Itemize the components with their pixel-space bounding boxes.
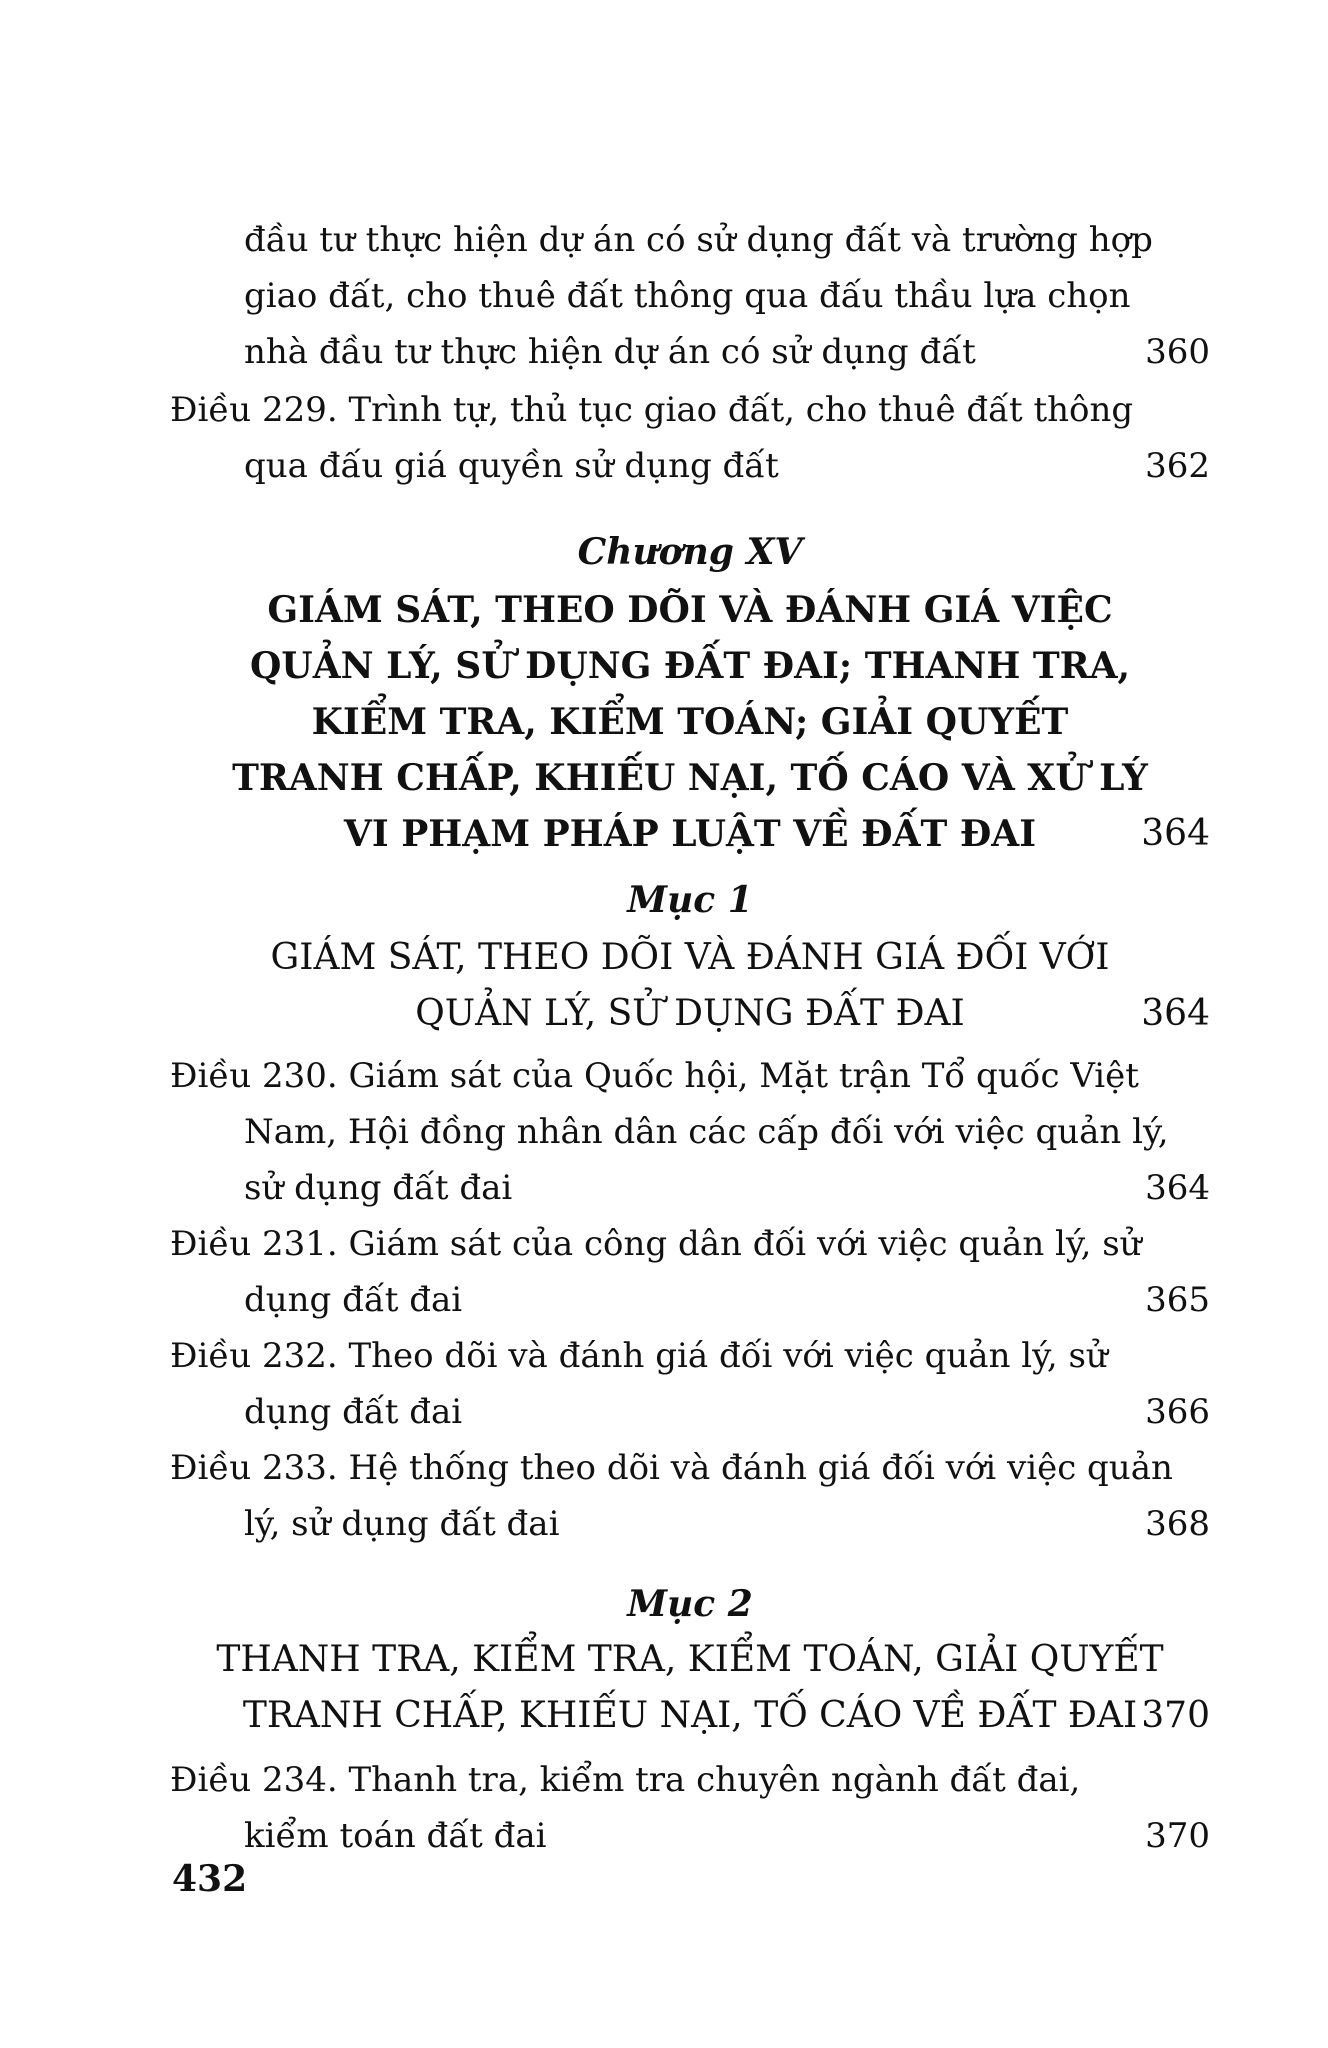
- toc-page-number: 368: [1145, 1504, 1210, 1544]
- toc-page-number: 360: [1145, 332, 1210, 372]
- section-label: Mục 2: [627, 1583, 753, 1625]
- toc-text: Điều 233. Hệ thống theo dõi và đánh giá đối với việc quản: [170, 1448, 1173, 1488]
- toc-line: [170, 1104, 1210, 1160]
- toc-text: Điều 231. Giám sát của công dân đối với việc quản lý, sử: [170, 1224, 1142, 1264]
- toc-text: nhà đầu tư thực hiện dự án có sử dụng đất: [244, 332, 976, 372]
- toc-line: [170, 1160, 1210, 1216]
- section-title-line: GIÁM SÁT, THEO DÕI VÀ ĐÁNH GIÁ ĐỐI VỚI: [270, 937, 1110, 978]
- toc-page-number: 364: [1141, 993, 1210, 1034]
- toc-line: [170, 268, 1210, 324]
- toc-line: [170, 212, 1210, 268]
- toc-text: Điều 234. Thanh tra, kiểm tra chuyên ngành đất đai,: [170, 1760, 1081, 1800]
- toc-line: [170, 1808, 1210, 1864]
- chapter-title-line: TRANH CHẤP, KHIẾU NẠI, TỐ CÁO VÀ XỬ LÝ: [232, 757, 1148, 799]
- section-title-line: TRANH CHẤP, KHIẾU NẠI, TỐ CÁO VỀ ĐẤT ĐAI 370: [170, 1688, 1210, 1744]
- toc-line: [170, 1440, 1210, 1496]
- toc-line: [170, 1272, 1210, 1328]
- toc-text: Điều 232. Theo dõi và đánh giá đối với việc quản lý, sử: [170, 1336, 1108, 1376]
- toc-line: [170, 438, 1210, 494]
- toc-line: [170, 324, 1210, 380]
- toc-text: lý, sử dụng đất đai: [244, 1504, 560, 1544]
- toc-page-number: 364: [1141, 813, 1210, 854]
- toc-page-number: 362: [1145, 446, 1210, 486]
- chapter-title-line: VI PHẠM PHÁP LUẬT VỀ ĐẤT ĐAI 364: [170, 806, 1210, 862]
- toc-text: kiểm toán đất đai: [244, 1816, 547, 1856]
- chapter-title-line: QUẢN LÝ, SỬ DỤNG ĐẤT ĐAI; THANH TRA,: [249, 645, 1131, 687]
- section-label: Mục 1: [627, 879, 753, 921]
- toc-text: Điều 230. Giám sát của Quốc hội, Mặt trận Tổ quốc Việt: [170, 1056, 1139, 1096]
- section-title-line: QUẢN LÝ, SỬ DỤNG ĐẤT ĐAI 364: [170, 986, 1210, 1042]
- toc-text: Nam, Hội đồng nhân dân các cấp đối với việc quản lý,: [244, 1112, 1169, 1152]
- toc-line: [170, 1496, 1210, 1552]
- toc-page-number: 366: [1145, 1392, 1210, 1432]
- toc-line: [170, 1216, 1210, 1272]
- toc-line: [170, 1384, 1210, 1440]
- toc-line: [170, 1048, 1210, 1104]
- toc-text: giao đất, cho thuê đất thông qua đấu thầu lựa chọn: [244, 276, 1131, 316]
- chapter-title-line: KIỂM TRA, KIỂM TOÁN; GIẢI QUYẾT: [311, 701, 1069, 743]
- toc-text: sử dụng đất đai: [244, 1168, 513, 1208]
- toc-text: đầu tư thực hiện dự án có sử dụng đất và trường hợp: [244, 220, 1153, 260]
- toc-text: dụng đất đai: [244, 1392, 463, 1432]
- page-number: 432: [172, 1858, 248, 1900]
- section-title-line: THANH TRA, KIỂM TRA, KIỂM TOÁN, GIẢI QUYẾT: [216, 1639, 1164, 1680]
- toc-text: Điều 229. Trình tự, thủ tục giao đất, cho thuê đất thông: [170, 390, 1134, 430]
- toc-line: [170, 1752, 1210, 1808]
- toc-page-number: 370: [1145, 1816, 1210, 1856]
- toc-page-number: 370: [1141, 1695, 1210, 1736]
- toc-text: qua đấu giá quyền sử dụng đất: [244, 446, 779, 486]
- chapter-title-line: GIÁM SÁT, THEO DÕI VÀ ĐÁNH GIÁ VIỆC: [267, 589, 1113, 631]
- chapter-label: Chương XV: [577, 531, 803, 573]
- toc-line: [170, 1328, 1210, 1384]
- toc-text: dụng đất đai: [244, 1280, 463, 1320]
- toc-line: [170, 382, 1210, 438]
- toc-page-number: 365: [1145, 1280, 1210, 1320]
- toc-page-number: 364: [1145, 1168, 1210, 1208]
